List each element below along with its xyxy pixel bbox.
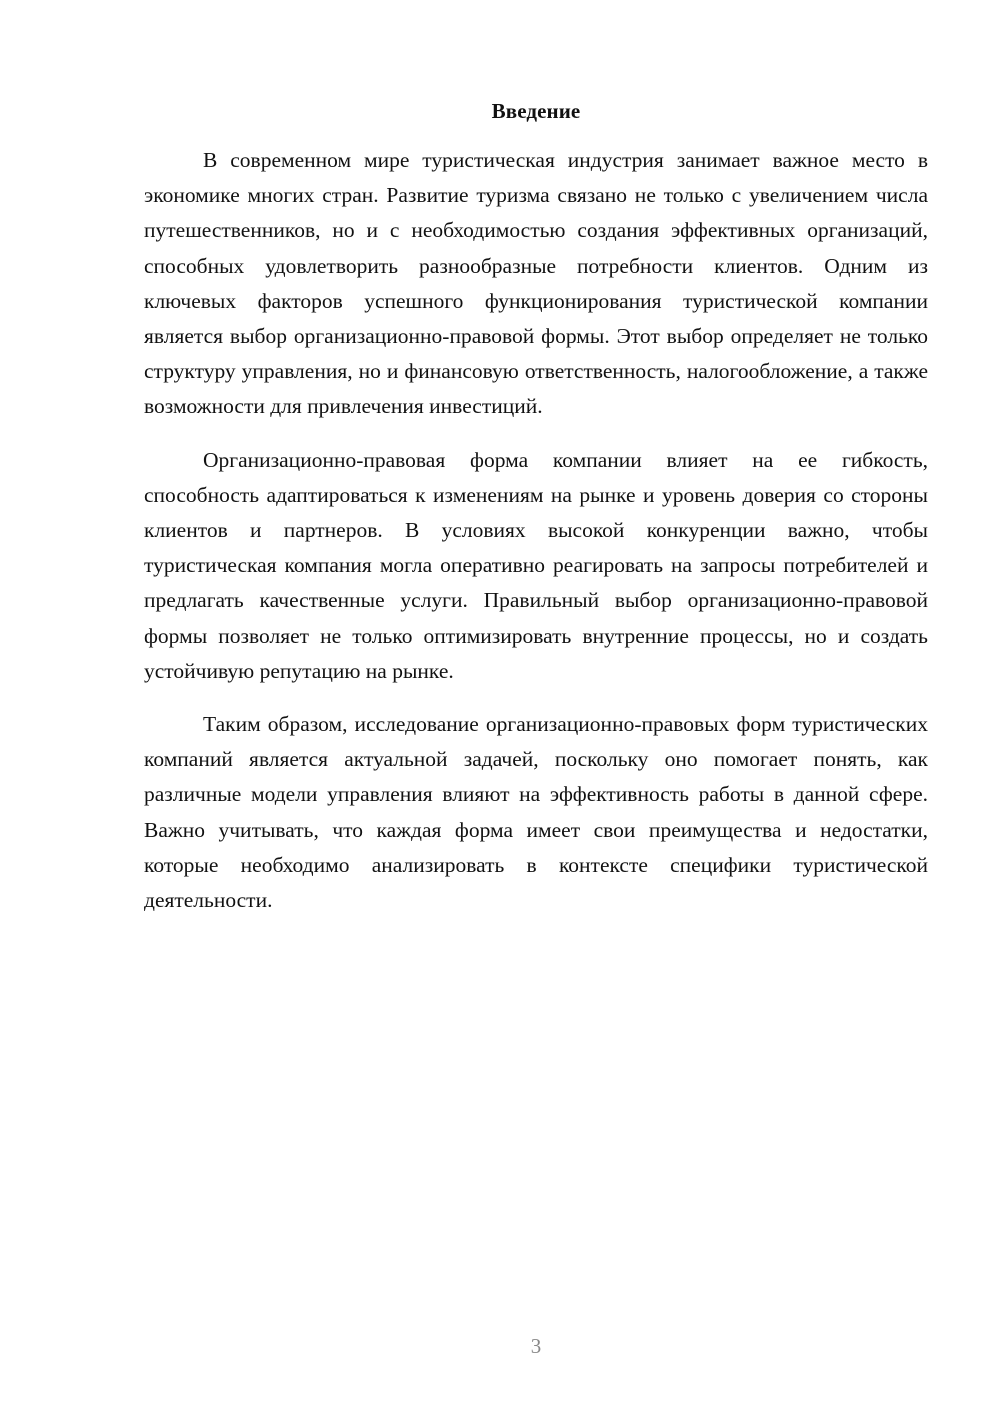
paragraph-3: Таким образом, исследование организационно-правовых форм туристических компаний является актуальной задачей, поскольку оно помогает понять, как различные модели управления влияют на эффективность работы в данной сфере. Важно учитывать, что каждая форма имеет свои преимущества и недостатки, которые необходимо анализировать в контексте специфики туристической деятельности.	[144, 712, 928, 913]
section-title: Введение	[491, 99, 581, 123]
paragraph-2: Организационно-правовая форма компании влияет на ее гибкость, способность адаптироваться к изменениям на рынке и уровень доверия со стороны клиентов и партнеров. В условиях высокой конкуренции важно, чтобы туристическая компания могла оперативно реагировать на запросы потребителей и предлагать качественные услуги. Правильный выбор организационно-правовой формы позволяет не только оптимизировать внутренние процессы, но и создать устойчивую репутацию на рынке.	[144, 447, 928, 683]
paragraph-1: В современном мире туристическая индустрия занимает важное место в экономике многих стран. Развитие туризма связано не только с увеличением числа путешественников, но и с необходимостью создания эффективных организаций, способных удовлетворить разнообразные потребности клиентов. Одним из ключевых факторов успешного функционирования туристической компании является выбор организационно-правовой формы. Этот выбор определяет не только структуру управления, но и финансовую ответственность, налогообложение, а также возможности для привлечения инвестиций.	[144, 148, 928, 419]
page-number: 3	[530, 1334, 542, 1358]
page-content	[144, 94, 928, 936]
